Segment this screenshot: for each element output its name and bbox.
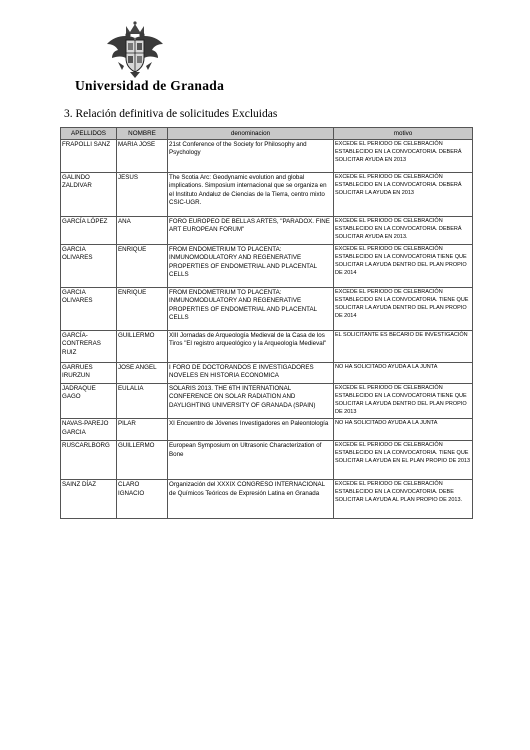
column-header-motivo: motivo (334, 128, 473, 140)
cell-denominacion: FROM ENDOMETRIUM TO PLACENTA: INMUNOMODULATORY AND REGENERATIVE PROPERTIES OF ENDOMETRIAL AND PLACENTAL CELLS (168, 245, 334, 288)
cell-denominacion: European Symposium on Ultrasonic Characterization of Bone (168, 441, 334, 480)
cell-motivo: EXCEDE EL PERIODO DE CELEBRACIÓN ESTABLECIDO EN LA CONVOCATORIA. TIENE QUE SOLICITAR LA AYUDA EN EL PLAN PROPIO DE 2013 (334, 441, 473, 480)
section-title: 3. Relación definitiva de solicitudes Excluidas (64, 108, 278, 120)
cell-denominacion: XIII Jornadas de Arqueología Medieval de la Casa de los Tiros "El registro arqueológico y la Arqueología Medieval" (168, 331, 334, 363)
cell-apellidos: GARRUES IRURZUN (61, 363, 117, 384)
table-row (61, 173, 473, 217)
excluded-applications-table (60, 127, 473, 519)
cell-motivo: EXCEDE EL PERIODO DE CELEBRACIÓN ESTABLECIDO EN LA CONVOCATORIA. DEBERÁ SOLICITAR LA AYUDA EN 2013 (334, 173, 473, 217)
cell-motivo: EL SOLICITANTE ES BECARIO DE INVESTIGACIÓN (334, 331, 473, 363)
university-crest-logo (104, 20, 166, 80)
cell-denominacion: FORO EUROPEO DE BELLAS ARTES, "PARADOX. FINE ART EUROPEAN FORUM" (168, 217, 334, 245)
cell-denominacion: XI Encuentro de Jóvenes Investigadores en Paleontología (168, 419, 334, 441)
cell-denominacion: FROM ENDOMETRIUM TO PLACENTA: INMUNOMODULATORY AND REGENERATIVE PROPERTIES OF ENDOMETRIAL AND PLACENTAL CELLS (168, 288, 334, 331)
table-row (61, 441, 473, 480)
cell-motivo: EXCEDE EL PERIODO DE CELEBRACIÓN ESTABLECIDO EN LA CONVOCATORIA. TIENE QUE SOLICITAR LA AYUDA DENTRO DEL PLAN PROPIO DE 2014 (334, 288, 473, 331)
cell-nombre: JOSE ANGEL (117, 363, 168, 384)
cell-nombre: MARIA JOSE (117, 140, 168, 173)
cell-nombre: PILAR (117, 419, 168, 441)
cell-apellidos: FRAPOLLI SANZ (61, 140, 117, 173)
university-name: Universidad de Granada (75, 78, 225, 93)
column-header-apellidos: APELLIDOS (61, 128, 117, 140)
table-row (61, 480, 473, 519)
cell-denominacion: The Scotia Arc: Geodynamic evolution and global implications. Simposium internacional que se organiza en el Instituto Andaluz de Ciencias de la Tierra, centro mixto CSIC-UGR. (168, 173, 334, 217)
column-header-denominacion: denominacion (168, 128, 334, 140)
table-row (61, 383, 473, 419)
cell-motivo: EXCEDE EL PERIODO DE CELEBRACIÓN ESTABLECIDO EN LA CONVOCATORIA TIENE QUE SOLICITAR LA AYUDA DENTRO DEL PLAN PROPIO DE 2013 (334, 383, 473, 419)
table-row (61, 217, 473, 245)
cell-denominacion: Organización del XXXIX CONGRESO INTERNACIONAL de Químicos Teóricos de Expresión Latina en Granada (168, 480, 334, 519)
cell-motivo: NO HA SOLICITADO AYUDA A LA JUNTA (334, 419, 473, 441)
cell-nombre: CLARO IGNACIO (117, 480, 168, 519)
cell-nombre: EULALIA (117, 383, 168, 419)
table-row (61, 419, 473, 441)
cell-apellidos: GALINDO ZALDIVAR (61, 173, 117, 217)
cell-apellidos: SAINZ DÍAZ (61, 480, 117, 519)
cell-apellidos: GARCIA OLIVARES (61, 245, 117, 288)
cell-nombre: ANA (117, 217, 168, 245)
table-row (61, 245, 473, 288)
cell-nombre: GUILLERMO (117, 331, 168, 363)
cell-apellidos: JADRAQUE GAGO (61, 383, 117, 419)
cell-apellidos: GARCÍA-CONTRERAS RUIZ (61, 331, 117, 363)
cell-nombre: ENRIQUE (117, 288, 168, 331)
cell-motivo: NO HA SOLICITADO AYUDA A LA JUNTA (334, 363, 473, 384)
cell-motivo: EXCEDE EL PERIODO DE CELEBRACIÓN ESTABLECIDO EN LA CONVOCATORIA. DEBERÁ SOLICITAR AYUDA EN 2013 (334, 140, 473, 173)
cell-apellidos: GARCIA OLIVARES (61, 288, 117, 331)
cell-nombre: GUILLERMO (117, 441, 168, 480)
cell-denominacion: SOLARIS 2013. THE 6TH INTERNATIONAL CONFERENCE ON SOLAR RADIATION AND DAYLIGHTING UNIVERSITY OF GRANADA (SPAIN) (168, 383, 334, 419)
cell-nombre: JESUS (117, 173, 168, 217)
cell-motivo: EXCEDE EL PERIODO DE CELEBRACIÓN ESTABLECIDO EN LA CONVOCATORIA. DEBE SOLICITAR LA AYUDA AL PLAN PROPIO DE 2013. (334, 480, 473, 519)
cell-apellidos: GARCÍA LÓPEZ (61, 217, 117, 245)
table-row (61, 140, 473, 173)
cell-apellidos: NAVAS-PAREJO GARCIA (61, 419, 117, 441)
cell-denominacion: I FORO DE DOCTORANDOS E INVESTIGADORES NOVELES EN HISTORIA ECONOMICA (168, 363, 334, 384)
cell-apellidos: RUSCARLBORG (61, 441, 117, 480)
table-header-row (61, 128, 473, 140)
cell-motivo: EXCEDE EL PERIODO DE CELEBRACIÓN ESTABLECIDO EN LA CONVOCATORIA TIENE QUE SOLICITAR LA AYUDA DENTRO DEL PLAN PROPIO DE 2014 (334, 245, 473, 288)
table-row (61, 288, 473, 331)
table-row (61, 331, 473, 363)
column-header-nombre: NOMBRE (117, 128, 168, 140)
cell-denominacion: 21st Conference of the Society for Philosophy and Psychology (168, 140, 334, 173)
cell-nombre: ENRIQUE (117, 245, 168, 288)
table-row (61, 363, 473, 384)
cell-motivo: EXCEDE EL PERIODO DE CELEBRACIÓN ESTABLECIDO EN LA CONVOCATORIA. DEBERÁ SOLICITAR AYUDA EN 2013. (334, 217, 473, 245)
